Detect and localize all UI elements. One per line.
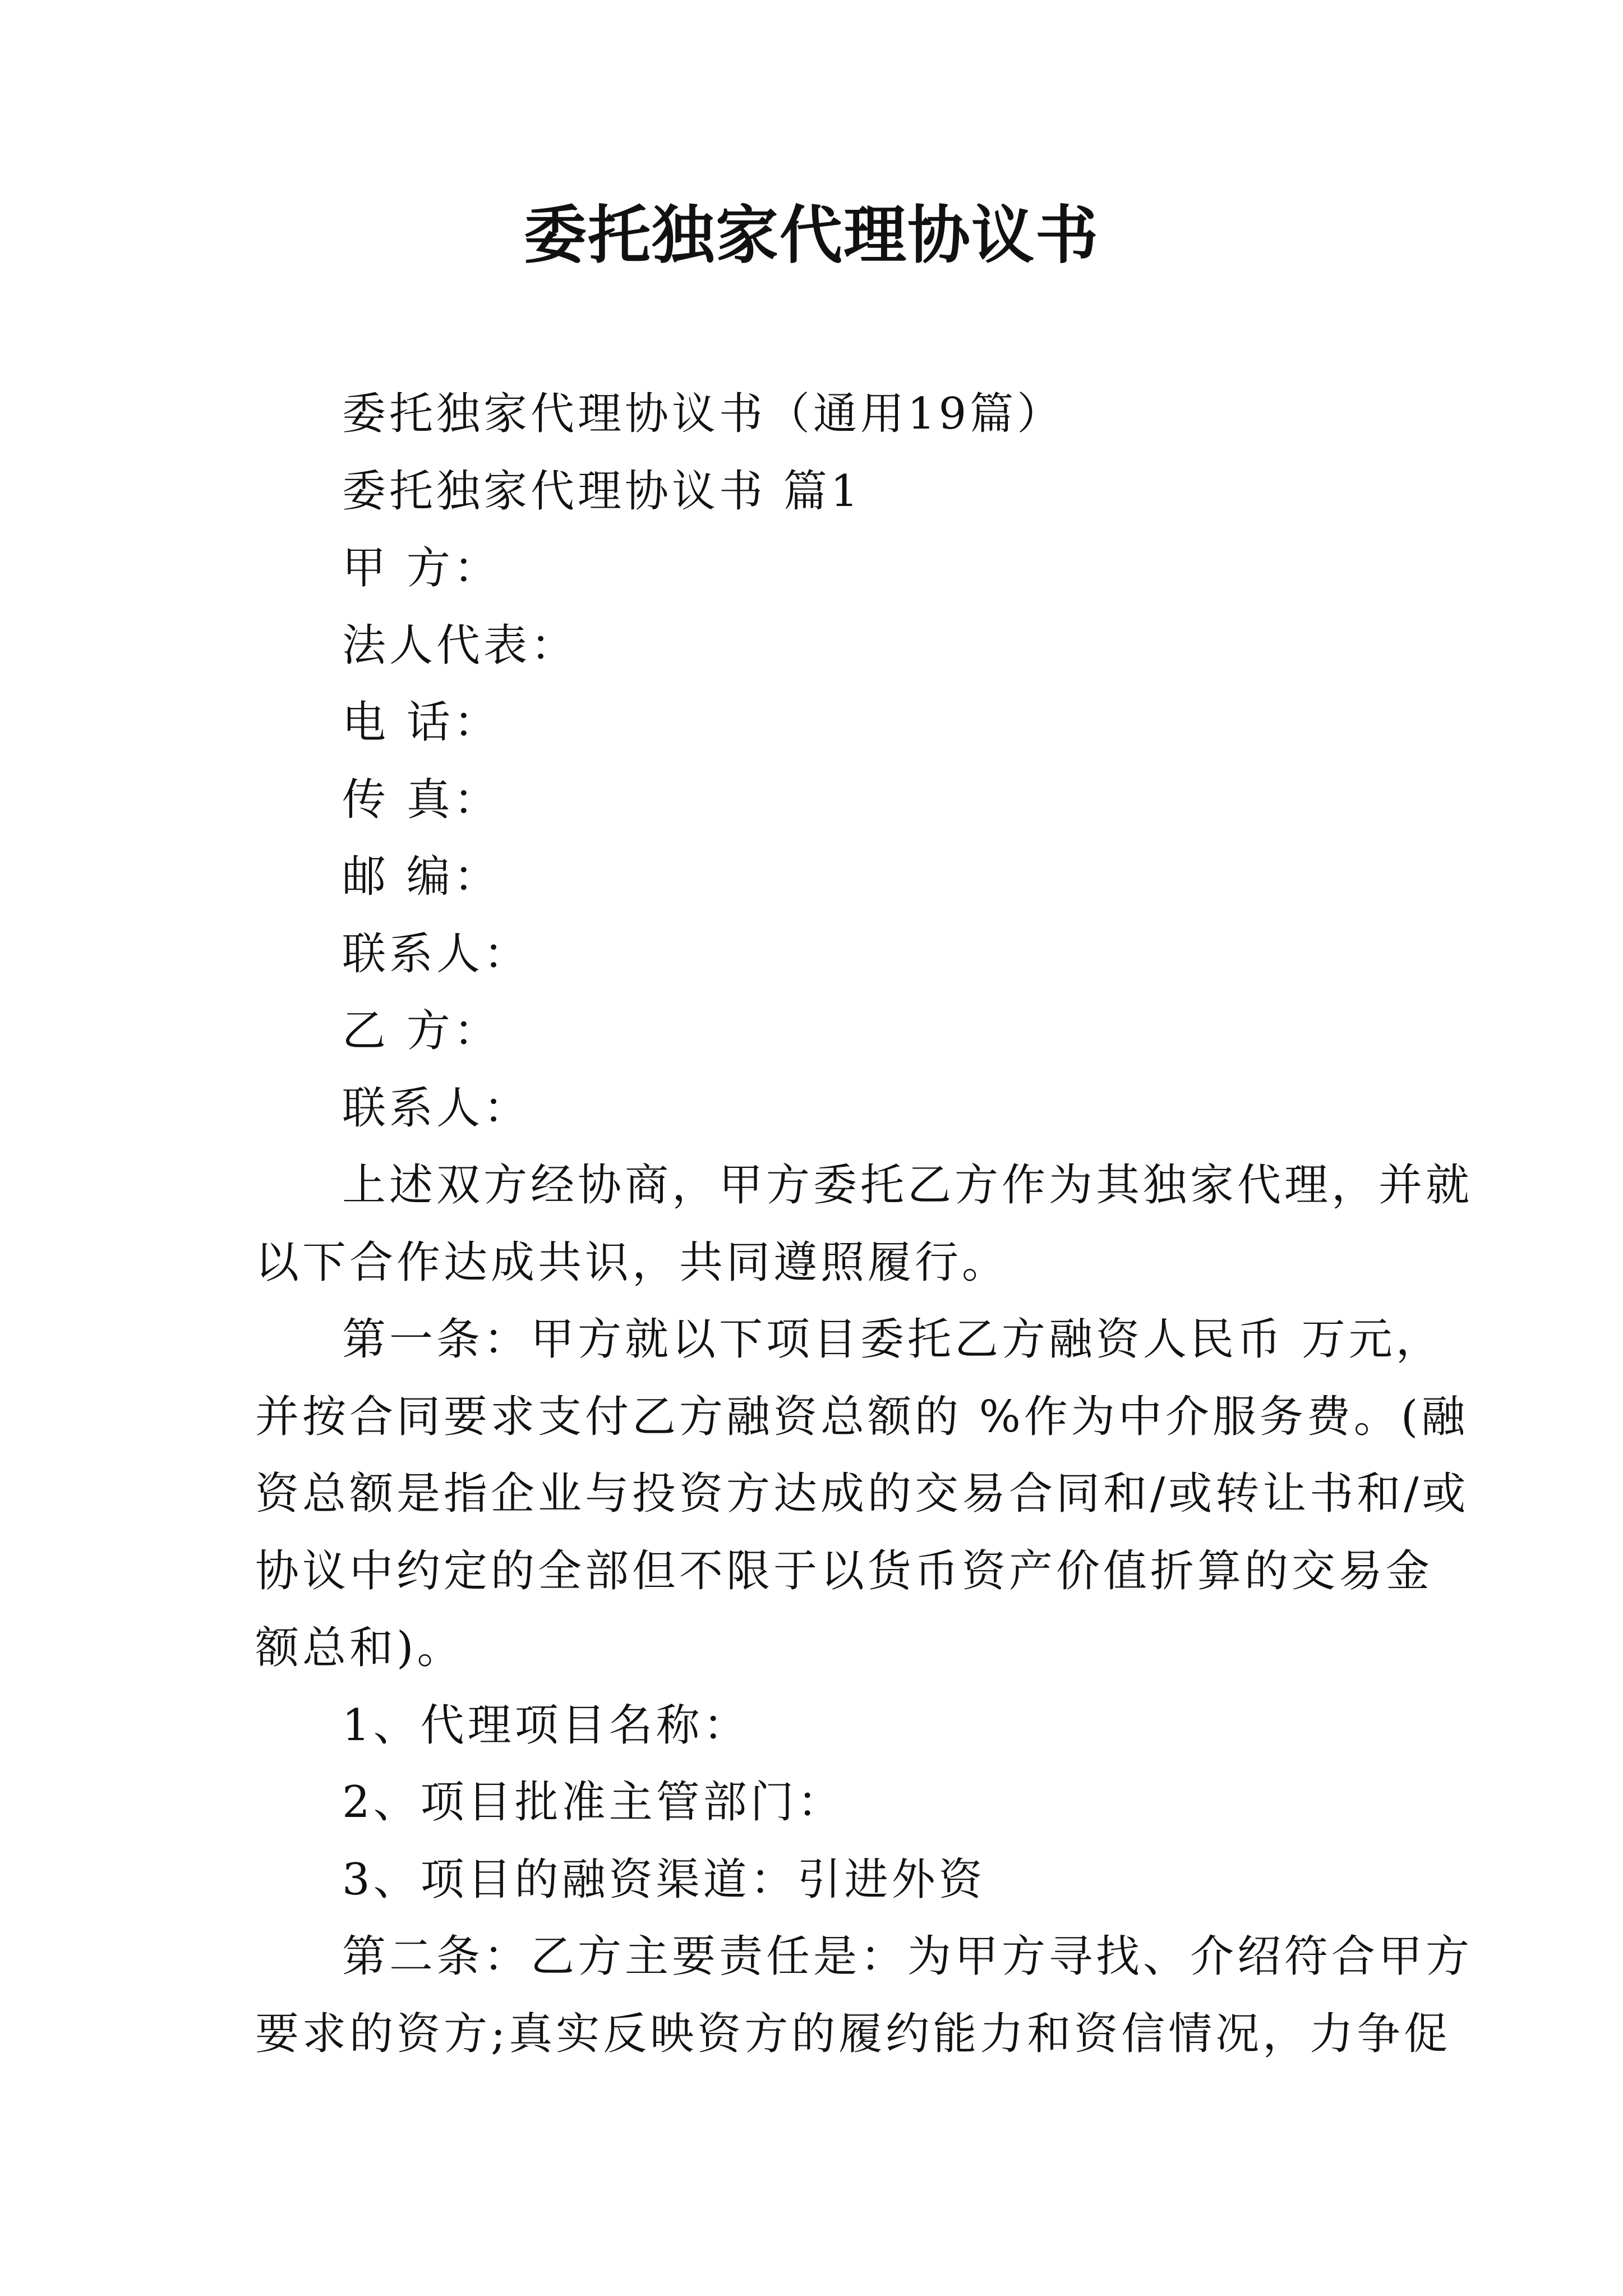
field-party-a: 甲 方：: [342, 543, 501, 593]
paragraph-line: 上述双方经协商，甲方委托乙方作为其独家代理，并就: [342, 1160, 1473, 1211]
paragraph-line: 资总额是指企业与投资方达成的交易合同和/或转让书和/或: [255, 1469, 1469, 1519]
paragraph-line: 并按合同要求支付乙方融资总额的 %作为中介服务费。(融: [255, 1391, 1469, 1442]
field-fax: 传 真：: [342, 774, 501, 825]
field-party-b: 乙 方：: [342, 1006, 501, 1056]
paragraph-line: 额总和)。: [255, 1623, 464, 1673]
document-title: 委托独家代理协议书: [524, 199, 1099, 272]
field-postcode: 邮 编：: [342, 852, 501, 902]
field-contact-a: 联系人：: [342, 928, 531, 979]
document-body: [255, 376, 1473, 2073]
paragraph-line: 协议中约定的全部但不限于以货币资产价值折算的交易金: [255, 1545, 1433, 1596]
paragraph-line: 以下合作达成共识，共同遵照履行。: [255, 1237, 1009, 1288]
paragraph-line: 第二条：乙方主要责任是：为甲方寻找、介绍符合甲方: [342, 1931, 1473, 1982]
paragraph-line: 要求的资方;真实反映资方的履约能力和资信情况，力争促: [255, 2008, 1451, 2059]
section-heading: 委托独家代理协议书 篇1: [342, 466, 862, 517]
list-item: 1、代理项目名称：: [342, 1700, 750, 1751]
subtitle-line: 委托独家代理协议书（通用19篇）: [342, 389, 1064, 439]
field-phone: 电 话：: [342, 697, 501, 748]
list-item: 3、项目的融资渠道：引进外资: [342, 1854, 986, 1905]
field-legal-rep: 法人代表：: [342, 620, 578, 671]
list-item: 2、项目批准主管部门：: [342, 1777, 845, 1828]
field-contact-b: 联系人：: [342, 1083, 531, 1134]
paragraph-line: 第一条：甲方就以下项目委托乙方融资人民币 万元，: [342, 1314, 1443, 1365]
